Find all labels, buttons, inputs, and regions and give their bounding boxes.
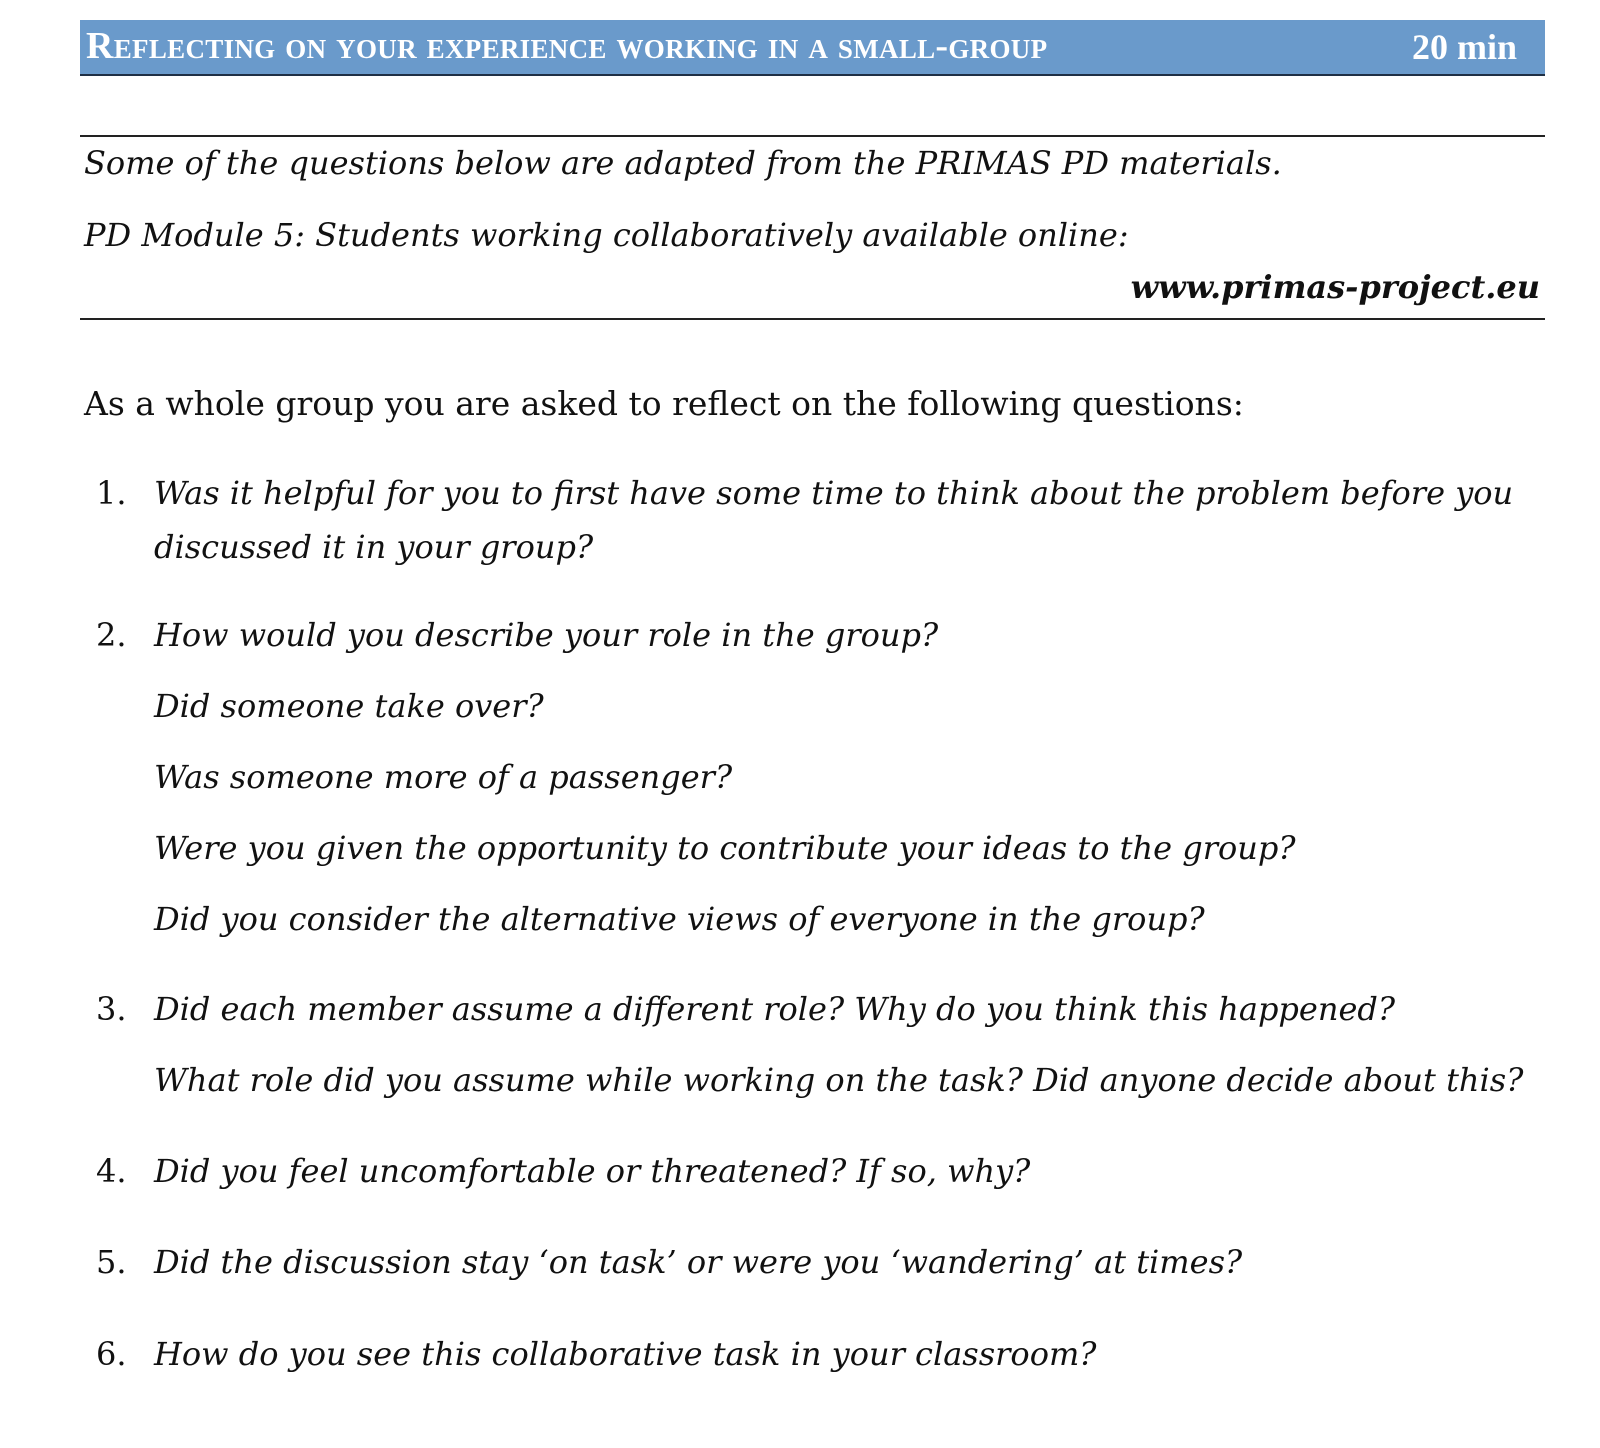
note-bottom-rule (80, 318, 1545, 320)
question-line: Was someone more of a passenger? (154, 758, 733, 796)
question-number: 3. (96, 990, 127, 1028)
intro-text: As a whole group you are asked to reflect on the following questions: (84, 384, 1244, 423)
question-line: Was it helpful for you to first have some time to think about the problem before you (154, 474, 1514, 512)
question-number: 4. (96, 1152, 127, 1190)
question-line: Did you feel uncomfortable or threatened? If so, why? (154, 1152, 1031, 1190)
question-line: What role did you assume while working on the task? Did anyone decide about this? (154, 1061, 1524, 1099)
question-number: 2. (96, 616, 127, 654)
question-line: Did someone take over? (154, 687, 544, 725)
question-number: 1. (96, 474, 127, 512)
question-number: 5. (96, 1243, 127, 1281)
source-note: Some of the questions below are adapted from the PRIMAS PD materials. (84, 144, 1282, 182)
question-line: Were you given the opportunity to contribute your ideas to the group? (154, 829, 1296, 867)
question-line: Did each member assume a different role? Why do you think this happened? (154, 990, 1396, 1028)
question-line: Did you consider the alternative views of everyone in the group? (154, 900, 1205, 938)
section-header (80, 20, 1545, 76)
question-line: How do you see this collaborative task in your classroom? (154, 1335, 1097, 1373)
section-title: Reflecting on your experience working in a small-group (86, 25, 1048, 67)
question-number: 6. (96, 1335, 127, 1373)
question-line: How would you describe your role in the group? (154, 616, 939, 654)
question-line: discussed it in your group? (154, 528, 594, 566)
section-duration: 20 min (1411, 27, 1517, 67)
project-url: www.primas-project.eu (1130, 268, 1540, 306)
question-line: Did the discussion stay ‘on task’ or were you ‘wandering’ at times? (154, 1243, 1243, 1281)
note-top-rule (80, 135, 1545, 137)
module-note: PD Module 5: Students working collaboratively available online: (84, 216, 1129, 254)
